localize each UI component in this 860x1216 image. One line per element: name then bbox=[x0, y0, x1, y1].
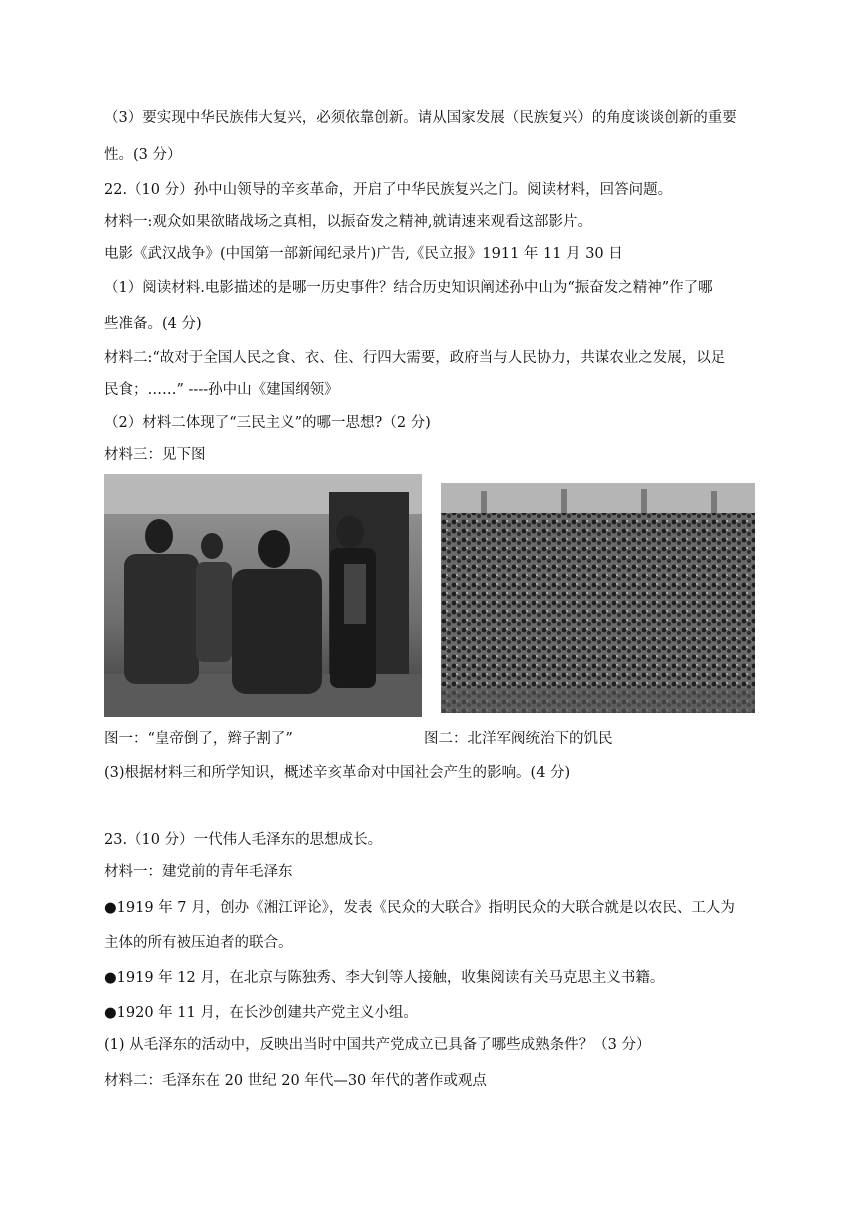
figure2-photo bbox=[441, 483, 755, 713]
q22-material3: 材料三：见下图 bbox=[104, 447, 206, 463]
q21-part3-line1: （3）要实现中华民族伟大复兴，必须依靠创新。请从国家发展（民族复兴）的角度谈谈创新的重要 bbox=[104, 110, 737, 126]
q22-stem: 22.（10 分）孙中山领导的辛亥革命，开启了中华民族复兴之门。阅读材料，回答问题。 bbox=[104, 182, 673, 198]
q23-bullet3: ●1920 年 11 月，在长沙创建共产党主义小组。 bbox=[104, 1005, 418, 1021]
q22-material2-line1: 材料二:“故对于全国人民之食、衣、住、行四大需要，政府当与人民协力，共谋农业之发展，以足 bbox=[104, 350, 726, 366]
q23-bullet1-line2: 主体的所有被压迫者的联合。 bbox=[104, 935, 293, 951]
q22-part1-line2: 些准备。(4 分) bbox=[104, 316, 202, 332]
q23-material2: 材料二：毛泽东在 20 世纪 20 年代—30 年代的著作或观点 bbox=[104, 1073, 487, 1089]
q23-stem: 23.（10 分）一代伟人毛泽东的思想成长。 bbox=[104, 832, 383, 848]
q23-bullet2: ●1919 年 12 月，在北京与陈独秀、李大钊等人接触，收集阅读有关马克思主义书籍。 bbox=[104, 970, 665, 986]
q23-material1: 材料一：建党前的青年毛泽东 bbox=[104, 864, 293, 880]
q22-part1-line1: （1）阅读材料.电影描述的是哪一历史事件？结合历史知识阐述孙中山为“振奋发之精神”作了哪 bbox=[104, 280, 713, 296]
q21-part3-line2: 性。(3 分） bbox=[104, 147, 182, 163]
q22-material2-line2: 民食；……” ----孙中山《建国纲领》 bbox=[104, 382, 339, 398]
q22-part2: （2）材料二体现了“三民主义”的哪一思想?（2 分) bbox=[104, 415, 431, 431]
figure2-caption: 图二：北洋军阀统治下的饥民 bbox=[424, 731, 613, 747]
figure1-caption: 图一：“皇帝倒了，辫子割了” bbox=[104, 731, 293, 747]
q22-material1-source: 电影《武汉战争》(中国第一部新闻纪录片)广告,《民立报》1911 年 11 月 30 日 bbox=[104, 246, 623, 262]
figure1-photo bbox=[104, 474, 422, 717]
q22-part3: (3)根据材料三和所学知识，概述辛亥革命对中国社会产生的影响。(4 分) bbox=[104, 765, 571, 781]
q22-material1: 材料一:观众如果欲睹战场之真相，以振奋发之精神,就请速来观看这部影片。 bbox=[104, 214, 592, 230]
q23-part1: (1) 从毛泽东的活动中，反映出当时中国共产党成立已具备了哪些成熟条件？（3 分） bbox=[104, 1037, 651, 1053]
q23-bullet1-line1: ●1919 年 7 月，创办《湘江评论》，发表《民众的大联合》指明民众的大联合就是以农民、工人为 bbox=[104, 900, 735, 916]
